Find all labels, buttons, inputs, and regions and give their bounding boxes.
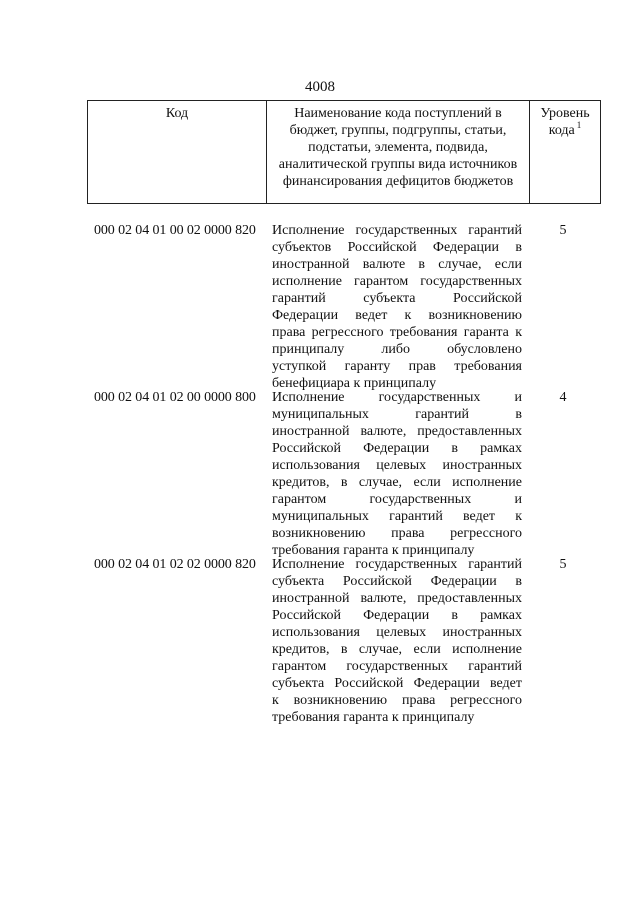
header-code-label: Код	[165, 106, 189, 121]
description-line: гарантом государственных и	[272, 492, 522, 507]
description-line: гарантом государственных гарантий	[272, 659, 522, 674]
description-line: Российской Федерации в рамках	[272, 608, 522, 623]
page-number: 4008	[305, 79, 335, 95]
description-line: к возникновению права регрессного	[272, 693, 522, 708]
description-line: иностранной валюте, предоставленных	[272, 424, 522, 439]
description-line: муниципальных гарантий ведет к	[272, 509, 522, 524]
description-line: Федерации ведет к возникновению	[272, 308, 522, 323]
row-level: 5	[559, 557, 567, 572]
row-code: 000 02 04 01 00 02 0000 820	[94, 223, 256, 238]
header-level-superscript: 1	[576, 120, 582, 131]
description-line: использования целевых иностранных	[272, 625, 522, 640]
row-code: 000 02 04 01 02 02 0000 820	[94, 557, 256, 572]
description-line: кредитов, в случае, если исполнение	[272, 642, 522, 657]
description-line: субъекта Российской Федерации в	[272, 574, 522, 589]
description-line: исполнение гарантом государственных	[272, 274, 522, 289]
description-line: Исполнение государственных гарантий	[272, 223, 522, 238]
row-description	[272, 556, 522, 726]
header-name-label: Наименование кода поступлений в бюджет, группы, подгруппы, статьи, подстатьи, элемента, подвида, аналитической группы вида источников финансирования дефицитов бюджетов	[278, 106, 518, 189]
description-line: субъекта Российской Федерации ведет	[272, 676, 522, 691]
description-line: требования гаранта к принципалу	[272, 710, 475, 725]
row-description	[272, 389, 522, 559]
description-line: использования целевых иностранных	[272, 458, 522, 473]
header-code	[88, 101, 267, 203]
row-level: 4	[559, 390, 567, 405]
description-line: субъектов Российской Федерации в	[272, 240, 522, 255]
header-level-label: Уровень кода	[540, 106, 590, 138]
description-line: кредитов, в случае, если исполнение	[272, 475, 522, 490]
description-line: требования гаранта к принципалу	[272, 543, 475, 558]
description-line: Российской Федерации в рамках	[272, 441, 522, 456]
description-line: муниципальных гарантий в	[272, 407, 522, 422]
description-line: бенефициара к принципалу	[272, 376, 437, 391]
description-line: иностранной валюте, предоставленных	[272, 591, 522, 606]
description-line: возникновению права регрессного	[272, 526, 522, 541]
description-line: гарантий субъекта Российской	[272, 291, 522, 306]
table-header	[87, 100, 601, 204]
row-description	[272, 222, 522, 392]
header-level	[530, 101, 600, 203]
row-code: 000 02 04 01 02 00 0000 800	[94, 390, 256, 405]
description-line: уступкой гаранту прав требования	[272, 359, 522, 374]
description-line: иностранной валюте в случае, если	[272, 257, 522, 272]
description-line: Исполнение государственных гарантий	[272, 557, 522, 572]
row-level: 5	[559, 223, 567, 238]
description-line: права регрессного требования гаранта к	[272, 325, 522, 340]
description-line: принципалу либо обусловлено	[272, 342, 522, 357]
header-name	[267, 101, 530, 203]
description-line: Исполнение государственных и	[272, 390, 522, 405]
